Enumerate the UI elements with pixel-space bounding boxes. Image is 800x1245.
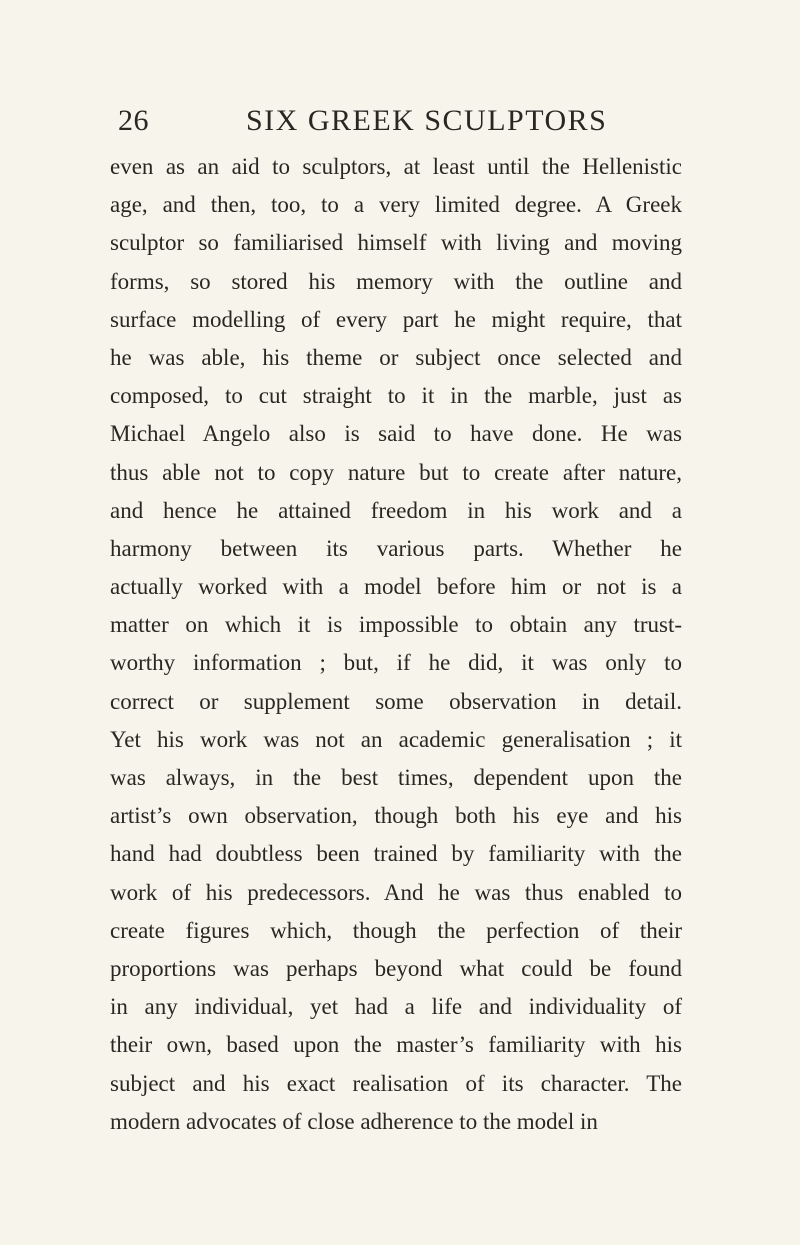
page-number: 26: [118, 104, 149, 137]
text-line: surface modelling of every part he might require, that: [110, 306, 682, 332]
text-line: Yet his work was not an academic generalisation ; it: [110, 726, 682, 752]
text-line: hand had doubtless been trained by familiarity with the: [110, 841, 682, 867]
text-line: forms, so stored his memory with the outline and: [110, 268, 682, 294]
text-line: proportions was perhaps beyond what could be found: [110, 955, 682, 981]
text-line: worthy information ; but, if he did, it was only to: [110, 650, 682, 676]
text-line: he was able, his theme or subject once selected and: [110, 344, 682, 370]
text-line: composed, to cut straight to it in the marble, just as: [110, 383, 682, 409]
text-line: harmony between its various parts. Whether he: [110, 535, 682, 561]
text-line: their own, based upon the master’s familiarity with his: [110, 1032, 682, 1058]
running-title: SIX GREEK SCULPTORS: [246, 104, 608, 137]
text-line: and hence he attained freedom in his work and a: [110, 497, 682, 523]
text-line: artist’s own observation, though both his eye and his: [110, 803, 682, 829]
text-line: subject and his exact realisation of its character. The: [110, 1070, 682, 1096]
text-line: age, and then, too, to a very limited degree. A Greek: [110, 192, 682, 218]
text-line: sculptor so familiarised himself with living and moving: [110, 230, 682, 256]
text-line: Michael Angelo also is said to have done. He was: [110, 421, 682, 447]
running-head: [0, 101, 800, 141]
text-line: matter on which it is impossible to obtain any trust-: [110, 612, 682, 638]
text-line: in any individual, yet had a life and individuality of: [110, 994, 682, 1020]
text-line: create figures which, though the perfection of their: [110, 917, 682, 943]
text-line: was always, in the best times, dependent upon the: [110, 765, 682, 790]
body-text: [110, 148, 682, 1141]
text-line: thus able not to copy nature but to create after nature,: [110, 459, 682, 485]
text-line: correct or supplement some observation in detail.: [110, 688, 682, 714]
text-line: actually worked with a model before him or not is a: [110, 574, 682, 600]
text-line: even as an aid to sculptors, at least until the Hellenistic: [110, 154, 682, 179]
text-line: work of his predecessors. And he was thus enabled to: [110, 879, 682, 905]
text-line: modern advocates of close adherence to the model in: [110, 1108, 598, 1134]
